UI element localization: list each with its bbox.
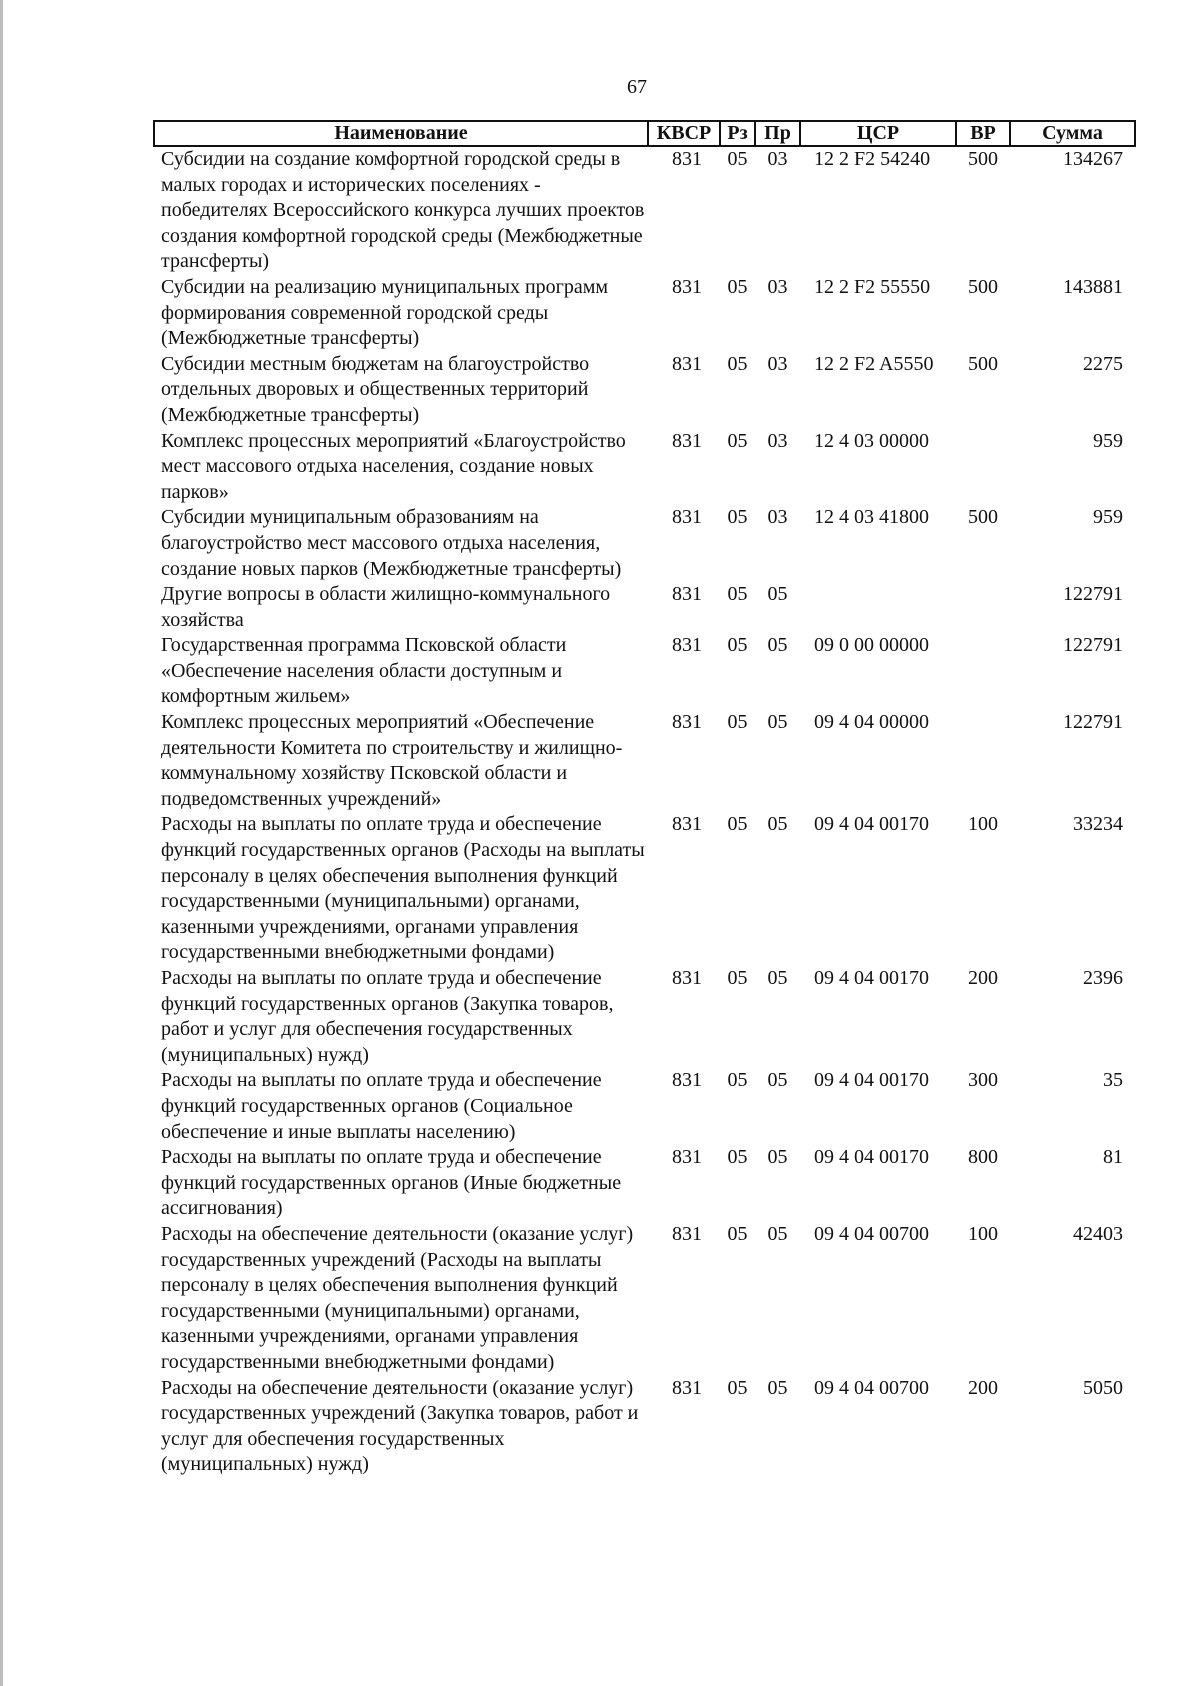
- row-sum: 134267: [1063, 148, 1123, 170]
- table-row: [154, 1376, 1135, 1478]
- row-sum: 959: [1093, 429, 1123, 452]
- row-kvsr: 831: [672, 148, 702, 170]
- row-sum: 81: [1103, 1146, 1123, 1169]
- row-csr: 12 2 F2 54240: [814, 148, 931, 170]
- row-pr: 05: [767, 1222, 788, 1245]
- row-kvsr: 831: [672, 429, 702, 452]
- table-row: [154, 633, 1135, 710]
- row-name: Расходы на обеспечение деятельности (оказание услуг) государственных учреждений (Закупка товаров, работ и услуг для обеспечения государственных (муниципальных) нужд): [161, 1376, 639, 1476]
- row-vr: 500: [968, 506, 998, 529]
- row-csr: 09 4 04 00170: [814, 813, 929, 836]
- row-pr: 05: [767, 967, 788, 989]
- row-pr: 05: [767, 1146, 788, 1169]
- row-sum: 143881: [1063, 275, 1123, 298]
- table-row: [154, 582, 1135, 633]
- header-kvsr: КВСР: [648, 121, 720, 146]
- row-sum: 2396: [1083, 967, 1123, 989]
- row-kvsr: 831: [672, 1069, 702, 1092]
- row-vr: 500: [968, 148, 998, 170]
- header-pr: Пр: [755, 121, 800, 146]
- row-kvsr: 831: [672, 711, 702, 734]
- row-vr: [956, 710, 1010, 812]
- row-rz: 05: [727, 813, 748, 836]
- table-row: [154, 710, 1135, 812]
- header-sum: Сумма: [1010, 121, 1135, 146]
- row-name: Расходы на выплаты по оплате труда и обеспечение функций государственных органов (Расходы на выплаты персоналу в целях обеспечения выполнения функций государственными (муниципальными) органами, казенными учреждениями, органами управления государственными внебюджетными фондами): [161, 813, 645, 964]
- table-row: [154, 1145, 1135, 1222]
- row-rz: 05: [727, 1146, 748, 1169]
- row-sum: 122791: [1063, 583, 1123, 606]
- row-sum: 35: [1103, 1069, 1123, 1092]
- row-rz: 05: [727, 1222, 748, 1245]
- row-pr: 05: [767, 634, 788, 657]
- row-rz: 05: [727, 148, 748, 170]
- row-vr: 800: [968, 1146, 998, 1169]
- row-kvsr: 831: [672, 1222, 702, 1245]
- row-vr: 100: [968, 813, 998, 836]
- row-pr: 05: [767, 583, 788, 606]
- table-row: [154, 352, 1135, 429]
- row-rz: 05: [727, 967, 748, 989]
- row-name: Субсидии на создание комфортной городской среды в малых городах и исторических поселениях - победителях Всероссийского конкурса лучших проектов создания комфортной городской среды (Межбюджетные трансферты): [161, 148, 645, 273]
- row-name: Расходы на выплаты по оплате труда и обеспечение функций государственных органов (Иные бюджетные ассигнования): [161, 1146, 622, 1220]
- row-csr: 12 2 F2 A5550: [814, 352, 934, 375]
- row-pr: 05: [767, 711, 788, 734]
- row-vr: 200: [968, 967, 998, 989]
- row-pr: 05: [767, 1376, 788, 1399]
- row-name: Субсидии муниципальным образованиям на благоустройство мест массового отдыха населения, создание новых парков (Межбюджетные трансферты): [161, 506, 622, 580]
- row-vr: 500: [968, 352, 998, 375]
- table-row: [154, 429, 1135, 506]
- row-pr: 03: [767, 275, 788, 298]
- table-header-row: [154, 121, 1135, 146]
- row-name: Государственная программа Псковской области «Обеспечение населения области доступным и комфортным жильем»: [161, 634, 567, 708]
- row-vr: 100: [968, 1222, 998, 1245]
- row-name: Расходы на выплаты по оплате труда и обеспечение функций государственных органов (Закупка товаров, работ и услуг для обеспечения государственных (муниципальных) нужд): [161, 967, 614, 1066]
- row-sum: 42403: [1073, 1222, 1123, 1245]
- scan-edge: [0, 0, 3, 1686]
- row-csr: 12 4 03 00000: [814, 429, 929, 452]
- row-csr: 12 2 F2 55550: [814, 275, 931, 298]
- row-vr: 300: [968, 1069, 998, 1092]
- row-pr: 03: [767, 148, 788, 170]
- row-csr: [800, 582, 956, 633]
- table-row: [154, 275, 1135, 352]
- row-csr: 09 4 04 00000: [814, 711, 929, 734]
- table-row: [154, 966, 1135, 1068]
- row-csr: 09 4 04 00700: [814, 1376, 929, 1399]
- row-rz: 05: [727, 634, 748, 657]
- table-row: [154, 146, 1135, 275]
- row-kvsr: 831: [672, 813, 702, 836]
- header-csr: ЦСР: [800, 121, 956, 146]
- row-csr: 09 0 00 00000: [814, 634, 929, 657]
- row-rz: 05: [727, 429, 748, 452]
- row-vr: 500: [968, 275, 998, 298]
- row-kvsr: 831: [672, 634, 702, 657]
- row-sum: 33234: [1073, 813, 1123, 836]
- header-rz: Рз: [720, 121, 755, 146]
- table-row: [154, 1222, 1135, 1376]
- row-kvsr: 831: [672, 583, 702, 606]
- row-sum: 5050: [1083, 1376, 1123, 1399]
- row-pr: 05: [767, 813, 788, 836]
- row-name: Комплекс процессных мероприятий «Обеспечение деятельности Комитета по строительству и жилищно-коммунальному хозяйству Псковской области и подведомственных учреждений»: [161, 711, 623, 810]
- row-pr: 03: [767, 506, 788, 529]
- row-kvsr: 831: [672, 275, 702, 298]
- row-csr: 09 4 04 00700: [814, 1222, 929, 1245]
- row-rz: 05: [727, 583, 748, 606]
- row-name: Субсидии местным бюджетам на благоустройство отдельных дворовых и общественных территорий (Межбюджетные трансферты): [161, 352, 590, 426]
- table-row: [154, 1068, 1135, 1145]
- row-name: Расходы на обеспечение деятельности (оказание услуг) государственных учреждений (Расходы на выплаты персоналу в целях обеспечения выполнения функций государственными (муниципальными) органами, казенными учреждениями, органами управления государственными внебюджетными фондами): [161, 1222, 634, 1373]
- row-vr: 200: [968, 1376, 998, 1399]
- page-number: 67: [627, 76, 647, 98]
- row-csr: 09 4 04 00170: [814, 967, 929, 989]
- row-rz: 05: [727, 711, 748, 734]
- row-csr: 12 4 03 41800: [814, 506, 929, 529]
- row-name: Субсидии на реализацию муниципальных программ формирования современной городской среды (Межбюджетные трансферты): [161, 275, 609, 350]
- row-pr: 05: [767, 1069, 788, 1092]
- row-rz: 05: [727, 352, 748, 375]
- row-vr: [956, 633, 1010, 710]
- row-name: Другие вопросы в области жилищно-коммунального хозяйства: [161, 583, 611, 631]
- row-pr: 03: [767, 429, 788, 452]
- row-rz: 05: [727, 1069, 748, 1092]
- row-csr: 09 4 04 00170: [814, 1146, 929, 1169]
- header-vr: ВР: [956, 121, 1010, 146]
- table-row: [154, 812, 1135, 966]
- row-name: Комплекс процессных мероприятий «Благоустройство мест массового отдыха населения, создание новых парков»: [161, 429, 626, 503]
- header-name: Наименование: [154, 121, 648, 146]
- row-csr: 09 4 04 00170: [814, 1069, 929, 1092]
- table-row: [154, 505, 1135, 582]
- row-vr: [956, 582, 1010, 633]
- row-kvsr: 831: [672, 1376, 702, 1399]
- row-sum: 959: [1093, 506, 1123, 529]
- row-sum: 2275: [1083, 352, 1123, 375]
- row-sum: 122791: [1063, 711, 1123, 734]
- row-kvsr: 831: [672, 352, 702, 375]
- row-kvsr: 831: [672, 967, 702, 989]
- budget-table: [153, 120, 1136, 1478]
- row-vr: [956, 429, 1010, 506]
- row-pr: 03: [767, 352, 788, 375]
- row-name: Расходы на выплаты по оплате труда и обеспечение функций государственных органов (Социальное обеспечение и иные выплаты населению): [161, 1069, 602, 1143]
- row-kvsr: 831: [672, 506, 702, 529]
- row-kvsr: 831: [672, 1146, 702, 1169]
- row-rz: 05: [727, 1376, 748, 1399]
- row-rz: 05: [727, 506, 748, 529]
- row-sum: 122791: [1063, 634, 1123, 657]
- row-rz: 05: [727, 275, 748, 298]
